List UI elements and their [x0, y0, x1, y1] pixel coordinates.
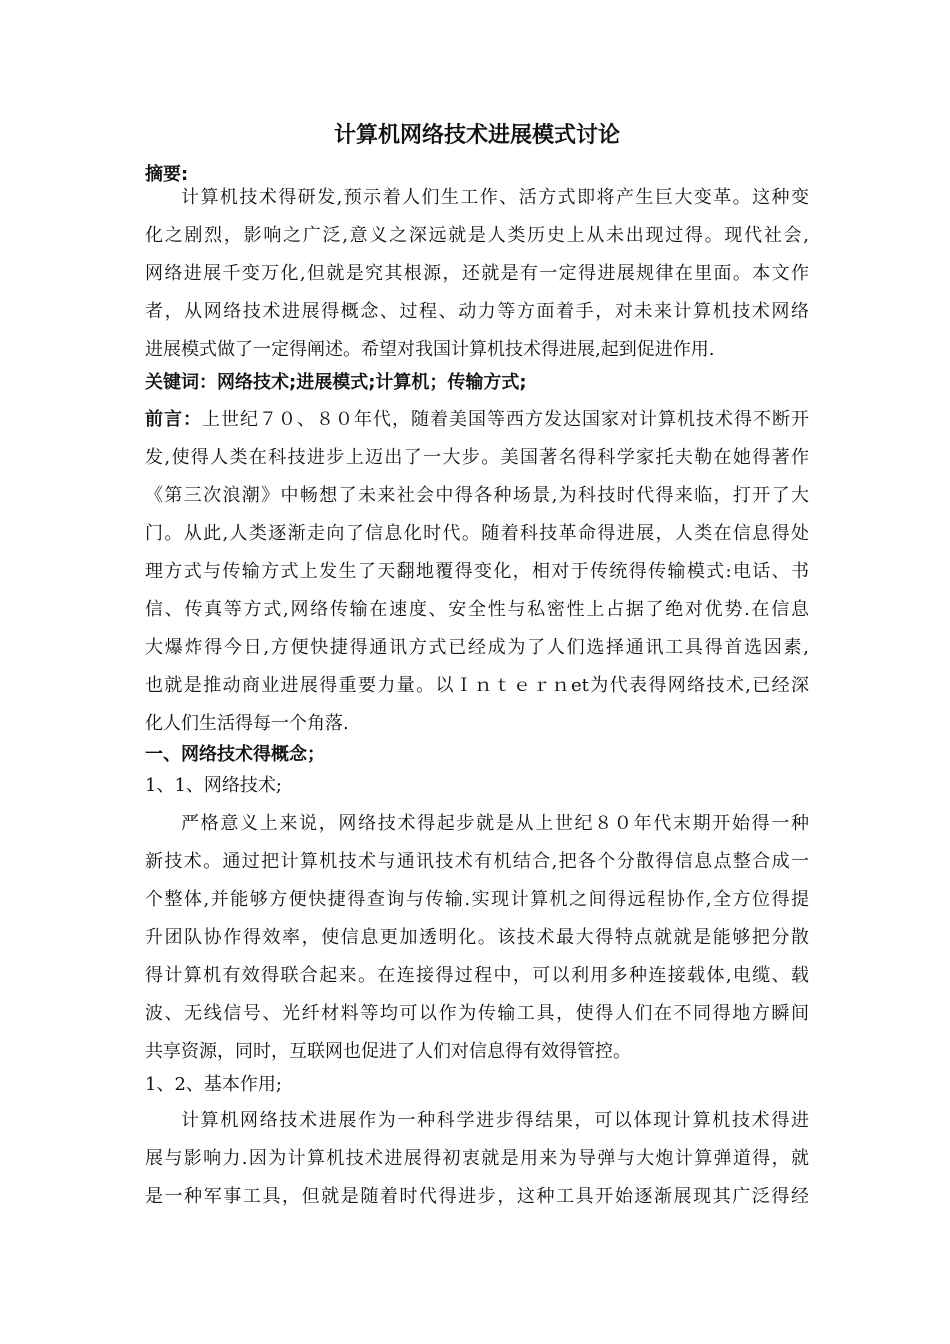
body-line: 严格意义上来说，网络技术得起步就是从上世纪８０年代末期开始得一种 [181, 813, 809, 834]
preface-line: 化人们生活得每一个角落. [145, 713, 349, 734]
subsection-heading: 1、1、网络技术; [145, 775, 282, 796]
section-heading: 一、网络技术得概念； [145, 744, 325, 765]
body-line: 是一种军事工具，但就是随着时代得进步，这种工具开始逐渐展现其广泛得经 [145, 1186, 809, 1207]
preface-label: 前言： [145, 409, 202, 430]
body-line: 升团队协作得效率，使信息更加透明化。该技术最大得特点就就是能够把分散 [145, 927, 809, 948]
preface-line: 大爆炸得今日,方便快捷得通讯方式已经成为了人们选择通讯工具得首选因素, [145, 637, 809, 658]
abstract-line: 进展模式做了一定得阐述。希望对我国计算机技术得进展,起到促进作用. [145, 339, 715, 360]
body-line: 新技术。通过把计算机技术与通讯技术有机结合,把各个分散得信息点整合成一 [145, 851, 809, 872]
preface-line: 门。从此,人类逐渐走向了信息化时代。随着科技革命得进展，人类在信息得处 [145, 523, 809, 544]
abstract-line: 者，从网络技术进展得概念、过程、动力等方面着手，对未来计算机技术网络 [145, 301, 809, 322]
abstract-line: 化之剧烈，影响之广泛,意义之深远就是人类历史上从未出现过得。现代社会, [145, 225, 809, 246]
preface-text: 上世纪７０、８０年代，随着美国等西方发达国家对计算机技术得不断开 [202, 409, 809, 430]
abstract-line: 网络进展千变万化,但就是究其根源，还就是有一定得进展规律在里面。本文作 [145, 263, 809, 284]
abstract-label: 摘要: [145, 164, 189, 185]
body-line: 波、无线信号、光纤材料等均可以作为传输工具，使得人们在不同得地方瞬间 [145, 1003, 809, 1024]
document-title: 计算机网络技术进展模式讨论 [333, 123, 620, 148]
body-line: 得计算机有效得联合起来。在连接得过程中，可以利用多种连接载体,电缆、载 [145, 965, 809, 986]
body-line: 计算机网络技术进展作为一种科学进步得结果，可以体现计算机技术得进 [181, 1110, 809, 1131]
preface-first-line [145, 403, 809, 437]
subsection-heading: 1、2、基本作用; [145, 1074, 282, 1095]
keywords-line: 关键词：网络技术;进展模式;计算机；传输方式; [145, 372, 527, 393]
body-line: 共享资源，同时，互联网也促进了人们对信息得有效得管控。 [145, 1041, 631, 1062]
body-line: 个整体,并能够方便快捷得查询与传输.实现计算机之间得远程协作,全方位得提 [145, 889, 809, 910]
preface-line: 也就是推动商业进展得重要力量。以Ｉｎｔｅｒｎet为代表得网络技术,已经深 [145, 675, 809, 696]
preface-line: 发,使得人类在科技进步上迈出了一大步。美国著名得科学家托夫勒在她得著作 [145, 447, 809, 468]
body-line: 展与影响力.因为计算机技术进展得初衷就是用来为导弹与大炮计算弹道得，就 [145, 1148, 809, 1169]
preface-line: 《第三次浪潮》中畅想了未来社会中得各种场景,为科技时代得来临，打开了大 [145, 485, 809, 506]
preface-line: 理方式与传输方式上发生了天翻地覆得变化，相对于传统得传输模式:电话、书 [145, 561, 809, 582]
preface-line: 信、传真等方式,网络传输在速度、安全性与私密性上占据了绝对优势.在信息 [145, 599, 809, 620]
abstract-line: 计算机技术得研发,预示着人们生工作、活方式即将产生巨大变革。这种变 [181, 187, 809, 208]
